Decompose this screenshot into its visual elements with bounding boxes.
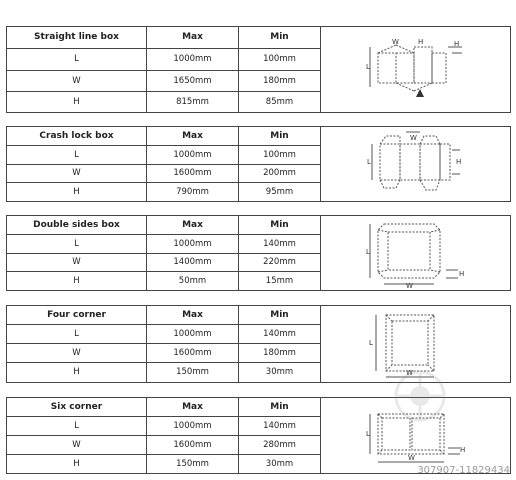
max-value: 790mm [147,183,239,202]
max-value: 1600mm [147,165,239,183]
box-diagram-double-sides [321,216,511,291]
spec-table-straight-line-box [6,26,511,113]
max-value: 1000mm [147,235,239,254]
max-value: 50mm [147,272,239,291]
dim-label: W [7,254,147,272]
max-value: 1000mm [147,146,239,165]
dim-label: L [7,146,147,165]
diagram-label: L [365,248,370,256]
diagram-label: H [458,270,464,278]
max-header: Max [147,127,239,146]
min-value: 180mm [239,344,321,363]
spec-table-crash-lock-box [6,126,511,202]
min-value: 100mm [239,49,321,71]
box-diagram-crash-lock [321,127,511,202]
diagram-label: H [459,445,465,454]
dim-label: W [7,436,147,455]
dim-label: H [7,363,147,383]
max-value: 1400mm [147,254,239,272]
dim-label: L [7,235,147,254]
diagram-label: L [368,339,373,347]
min-value: 85mm [239,92,321,113]
diagram-label: H [455,158,461,166]
box-type-title: Six corner [7,398,147,417]
min-value: 180mm [239,71,321,92]
box-type-title: Crash lock box [7,127,147,146]
max-value: 150mm [147,363,239,383]
dim-label: L [7,417,147,436]
max-value: 1000mm [147,417,239,436]
diagram-label: L [365,62,370,71]
box-diagram-straight-line [321,27,511,113]
dim-label: L [7,49,147,71]
min-value: 30mm [239,455,321,474]
dim-label: H [7,92,147,113]
dim-label: W [7,71,147,92]
min-header: Min [239,127,321,146]
diagram-label: W [407,453,415,462]
diagram-label: L [366,158,371,166]
min-value: 140mm [239,417,321,436]
max-value: 1000mm [147,325,239,344]
min-header: Min [239,216,321,235]
dim-label: H [7,455,147,474]
min-value: 200mm [239,165,321,183]
max-value: 1000mm [147,49,239,71]
min-value: 220mm [239,254,321,272]
watermark-id: 307907-11829434 [417,465,510,476]
max-value: 815mm [147,92,239,113]
max-value: 1600mm [147,344,239,363]
min-value: 140mm [239,235,321,254]
diagram-label: W [391,37,399,46]
dim-label: H [7,272,147,291]
watermark-logo-icon [392,368,448,424]
min-value: 280mm [239,436,321,455]
max-header: Max [147,306,239,325]
diagram-label: W [405,369,413,377]
min-header: Min [239,398,321,417]
diagram-label: W [405,282,413,288]
min-value: 15mm [239,272,321,291]
box-type-title: Four corner [7,306,147,325]
max-header: Max [147,398,239,417]
min-header: Min [239,306,321,325]
dim-label: H [7,183,147,202]
diagram-label: H [453,39,459,48]
min-header: Min [239,27,321,49]
box-type-title: Double sides box [7,216,147,235]
max-value: 1650mm [147,71,239,92]
dim-label: W [7,344,147,363]
min-value: 95mm [239,183,321,202]
min-value: 100mm [239,146,321,165]
spec-table-double-sides-box [6,215,511,291]
max-value: 1600mm [147,436,239,455]
min-value: 30mm [239,363,321,383]
max-header: Max [147,216,239,235]
box-type-title: Straight line box [7,27,147,49]
diagram-label: W [409,134,417,142]
dim-label: L [7,325,147,344]
dim-label: W [7,165,147,183]
diagram-label: H [417,37,423,46]
min-value: 140mm [239,325,321,344]
max-header: Max [147,27,239,49]
diagram-label: L [365,429,370,438]
max-value: 150mm [147,455,239,474]
